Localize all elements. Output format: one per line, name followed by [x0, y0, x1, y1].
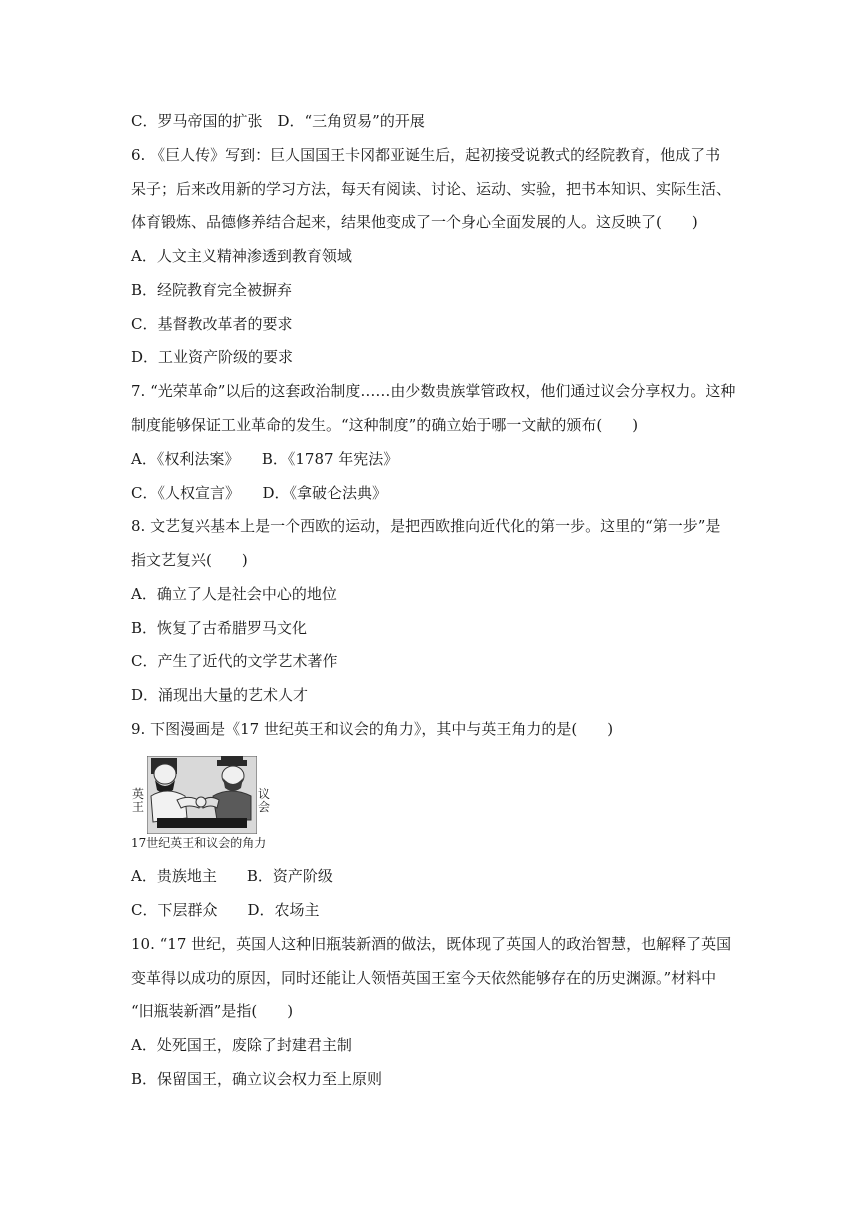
q10-option-b: B．保留国王，确立议会权力至上原则 [131, 1070, 383, 1088]
cartoon-figure [131, 756, 276, 852]
q10-stem-line1: 10. “17 世纪，英国人这种旧瓶装新酒的做法，既体现了英国人的政治智慧，也解释了英国 [131, 935, 732, 953]
q6-option-b: B．经院教育完全被摒弃 [131, 281, 293, 299]
q10-stem-line2: 变革得以成功的原因，同时还能让人领悟英国王室今天依然能够存在的历史渊源。”材料中 [131, 969, 717, 987]
figure-right-label: 议会 [257, 787, 270, 814]
q6-option-a: A．人文主义精神渗透到教育领域 [131, 247, 352, 265]
q7-options-cd: C．《人权宣言》 D．《拿破仑法典》 [131, 484, 388, 502]
q8-option-b: B．恢复了古希腊罗马文化 [131, 619, 308, 637]
q8-option-a: A．确立了人是社会中心的地位 [131, 585, 337, 603]
q8-option-c: C．产生了近代的文学艺术著作 [131, 652, 338, 670]
q9-stem: 9. 下图漫画是《17 世纪英王和议会的角力》，其中与英王角力的是( ) [131, 720, 614, 738]
q10-stem-line3: “旧瓶装新酒”是指( ) [131, 1002, 294, 1020]
q8-stem-line2: 指文艺复兴( ) [131, 551, 248, 569]
figure-left-label: 英王 [131, 787, 144, 814]
q6-option-c: C．基督教改革者的要求 [131, 315, 293, 333]
q7-stem-line2: 制度能够保证工业革命的发生。“这种制度”的确立始于哪一文献的颁布( ) [131, 416, 639, 434]
figure-caption: 17世纪英王和议会的角力 [131, 836, 267, 850]
q6-stem-line1: 6. 《巨人传》写到：巨人国国王卡冈都亚诞生后，起初接受说教式的经院教育，他成了书 [131, 146, 721, 164]
q8-option-d: D．涌现出大量的艺术人才 [131, 686, 309, 704]
q7-options-ab: A．《权利法案》 B．《1787 年宪法》 [131, 450, 399, 468]
q9-options-cd: C．下层群众 D．农场主 [131, 901, 320, 919]
q8-stem-line1: 8. 文艺复兴基本上是一个西欧的运动，是把西欧推向近代化的第一步。这里的“第一步”是 [131, 517, 721, 535]
arm-wrestling-cartoon [147, 756, 257, 834]
q7-stem-line1: 7. “光荣革命”以后的这套政治制度……由少数贵族掌管政权，他们通过议会分享权力。这种 [131, 382, 736, 400]
q5-options-cd: C．罗马帝国的扩张 D．“三角贸易”的开展 [131, 112, 425, 130]
q6-stem-line3: 体育锻炼、品德修养结合起来，结果他变成了一个身心全面发展的人。这反映了( ) [131, 213, 698, 231]
q6-option-d: D．工业资产阶级的要求 [131, 348, 294, 366]
q6-stem-line2: 呆子；后来改用新的学习方法，每天有阅读、讨论、运动、实验，把书本知识、实际生活、 [131, 180, 732, 198]
q9-options-ab: A．贵族地主 B．资产阶级 [131, 867, 333, 885]
q10-option-a: A．处死国王，废除了封建君主制 [131, 1036, 352, 1054]
